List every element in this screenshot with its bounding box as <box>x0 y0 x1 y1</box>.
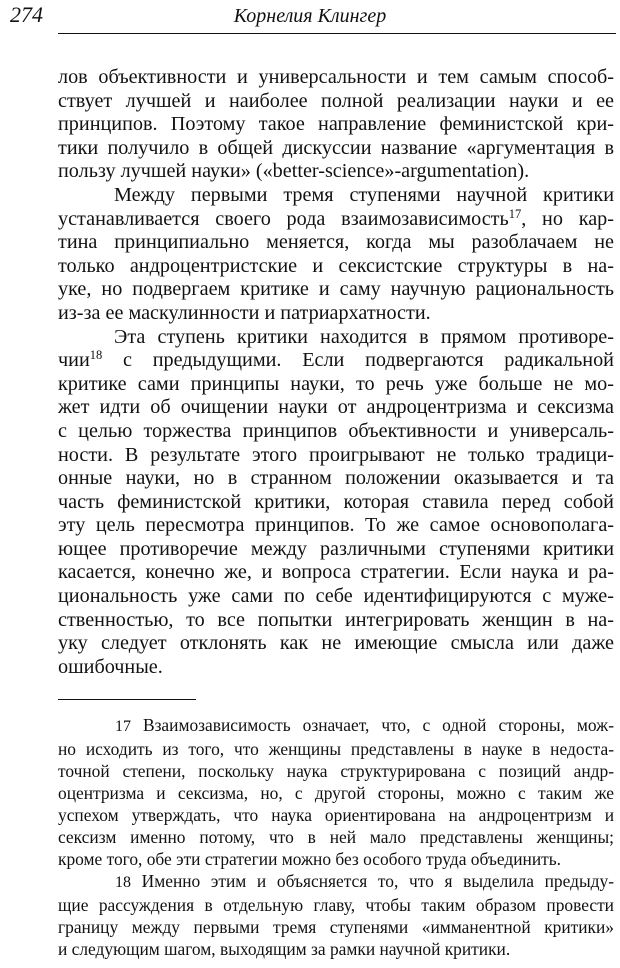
text-line: с целью торжества принципов объективности и универсаль- <box>58 419 614 442</box>
text-line: Эта ступень критики находится в прямом противоре- <box>114 325 614 348</box>
text-line: уке, но подвергаем критике и саму научную рациональность <box>58 278 614 301</box>
footnote-17-line: сексизм именно потому, что в ней мало представлены женщины; <box>58 827 614 847</box>
text-line: циональность уже сами по себе идентифицируются с муже- <box>58 585 614 608</box>
text-line: касается, конечно же, и вопроса стратегии. Если наука и ра- <box>58 561 614 584</box>
footnote-mark-17: 17 <box>115 718 131 735</box>
footnote-17-line <box>58 714 614 738</box>
text-line: эту цель пересмотра принципов. То же самое основополага- <box>58 514 614 537</box>
text-line: уку следует отклонять как не имеющие смысла или даже <box>58 632 614 655</box>
text-line: часть феминистской критики, которая ставила перед собой <box>58 490 614 513</box>
footnote-mark-18: 18 <box>115 874 131 891</box>
text-line: ствует лучшей и наиболее полной реализации науки и ее <box>58 89 614 112</box>
text-line: тики получило в общей дискуссии название «аргументация в <box>58 136 614 159</box>
page-number: 274 <box>10 2 43 27</box>
footnote-ref-18[interactable]: 18 <box>89 348 103 363</box>
text-line: Между первыми тремя ступенями научной критики <box>114 183 614 206</box>
page-header <box>0 0 620 36</box>
text-line <box>58 349 614 373</box>
text-segment: чии <box>58 349 90 372</box>
text-segment: Именно этим и объясняется то, что я выделила предыду- <box>131 871 614 891</box>
footnote-18-line: щие рассуждения в отдельную главу, чтобы таким образом провести <box>58 895 614 915</box>
text-line: критике сами принципы науки, то речь уже больше не мо- <box>58 372 614 395</box>
footnote-17-line: но исходить из того, что женщины представлены в науке в недоста- <box>58 739 614 759</box>
footnote-18-line <box>58 870 614 894</box>
footnote-17-line: оцентризма и сексизма, но, с другой стороны, можно с таким же <box>58 783 614 803</box>
text-line: жет идти об очищении науки от андроцентризма и сексизма <box>58 396 614 419</box>
text-line <box>58 208 614 232</box>
text-line: ственностью, то все попытки интегрировать женщин в на- <box>58 608 614 631</box>
text-segment: Взаимозависимость означает, что, с одной стороны, мож- <box>131 715 614 735</box>
running-title: Корнелия Клингер <box>233 5 387 27</box>
footnote-rule <box>58 699 196 700</box>
text-line: пользу лучшей науки» («better-science»-argumentation). <box>58 160 530 183</box>
body-text <box>58 66 614 679</box>
footnote-18-line: границу между первыми тремя ступенями «имманентной критики» <box>58 917 614 937</box>
text-line: ющее противоречие между различными ступенями критики <box>58 537 614 560</box>
header-rule <box>58 33 616 34</box>
footnote-18-line: и следующим шагом, выходящим за рамки научной критики. <box>58 939 511 959</box>
footnote-17-line: точной степени, поскольку наука структурирована с позиций андр- <box>58 761 614 781</box>
text-line: только андроцентристские и сексистские структуры в на- <box>58 254 614 277</box>
text-segment: , но кар- <box>521 207 614 230</box>
text-line: ности. В результате этого проигрывают не только традици- <box>58 443 614 466</box>
footnote-17-line: успехом утверждать, что наука ориентирована на андроцентризм и <box>58 805 614 825</box>
footnote-17-line: кроме того, обе эти стратегии можно без особого труда объединить. <box>58 849 562 869</box>
footnotes <box>58 714 614 960</box>
text-line: ошибочные. <box>58 655 163 678</box>
footnote-ref-17[interactable]: 17 <box>508 206 522 221</box>
text-segment: с предыдущими. Если подвергаются радикальной <box>102 349 614 372</box>
text-segment: устанавливается своего рода взаимозависимость <box>58 207 509 230</box>
text-line: тина принципиально меняется, когда мы разоблачаем не <box>58 231 614 254</box>
text-line: из-за ее маскулинности и патриархатности. <box>58 301 431 324</box>
text-line: лов объективности и универсальности и тем самым способ- <box>58 66 614 88</box>
text-line: принципов. Поэтому такое направление феминистской кри- <box>58 113 614 136</box>
text-line: онные науки, но в странном положении оказывается и та <box>58 467 614 490</box>
